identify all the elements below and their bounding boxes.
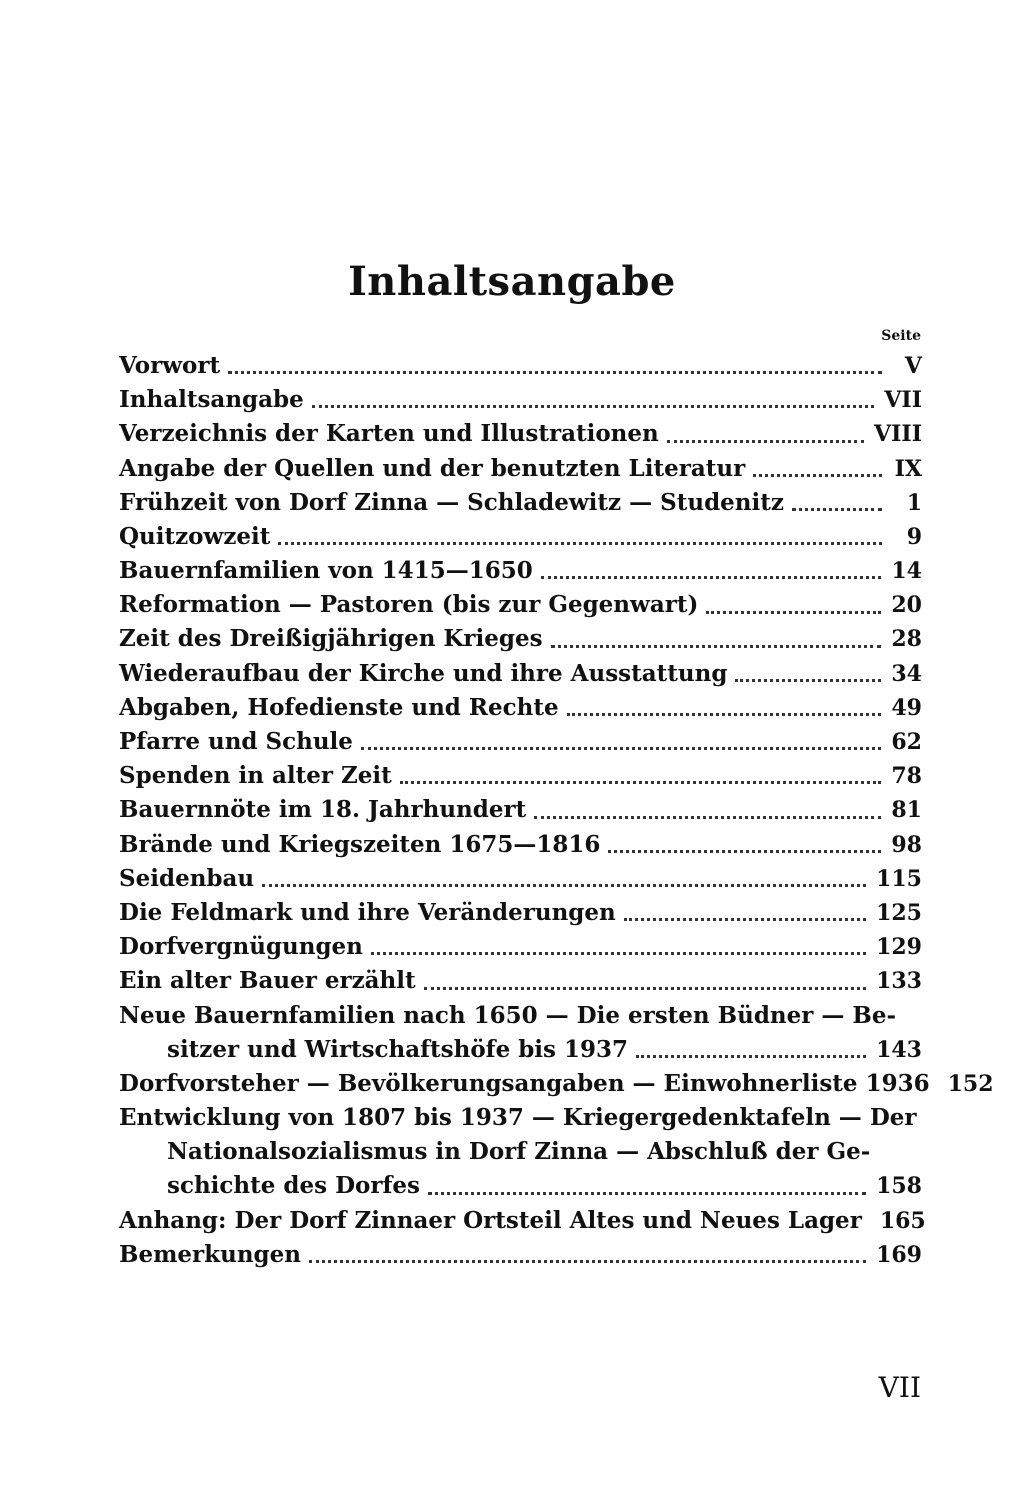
dot-leader xyxy=(567,713,882,716)
toc-entry-page: VIII xyxy=(874,421,922,448)
toc-entry-line xyxy=(119,862,922,896)
dot-leader xyxy=(706,611,881,614)
toc-entry-page: 169 xyxy=(876,1241,922,1268)
toc-entry-page: IX xyxy=(894,455,922,482)
toc-entry xyxy=(119,896,922,930)
toc-entry-line xyxy=(119,1238,922,1272)
toc-entry-title: Frühzeit von Dorf Zinna — Schladewitz — Studenitz xyxy=(119,488,784,516)
dot-leader xyxy=(534,816,881,819)
toc-entry xyxy=(119,520,922,554)
toc-entry-title: Zeit des Dreißigjährigen Krieges xyxy=(119,625,543,653)
toc-entry-title: Pfarre und Schule xyxy=(119,728,353,756)
dot-leader xyxy=(428,1192,866,1195)
toc-entry xyxy=(119,793,922,827)
toc-entry xyxy=(119,1238,922,1272)
toc-entry-page: 14 xyxy=(891,558,922,585)
dot-leader xyxy=(262,884,866,887)
dot-leader xyxy=(735,679,881,682)
toc-entry-title: Bauernfamilien von 1415—1650 xyxy=(119,557,533,585)
toc-entry-page: 1 xyxy=(906,489,922,516)
toc-entry-page: 49 xyxy=(891,694,922,721)
toc-entry-line xyxy=(119,657,922,691)
toc-entry-line xyxy=(119,623,922,657)
toc-entry-title: Nationalsozialismus in Dorf Zinna — Abschluß der Ge- xyxy=(167,1138,871,1166)
toc-entry-title: Seidenbau xyxy=(119,864,255,892)
toc-entry xyxy=(119,554,922,588)
toc-entry-line xyxy=(119,383,922,417)
toc-entry-line xyxy=(119,554,922,588)
toc-entry-title: Verzeichnis der Karten und Illustrationen xyxy=(119,420,659,448)
toc-entry-line xyxy=(119,1170,922,1204)
toc-entry xyxy=(119,1101,922,1204)
toc-entry xyxy=(119,486,922,520)
toc-entry-title: Abgaben, Hofedienste und Rechte xyxy=(119,693,559,721)
toc-entry-line xyxy=(119,930,922,964)
dot-leader xyxy=(309,1260,866,1263)
toc-entry-page: 9 xyxy=(906,523,922,550)
toc-entry-page: 165 xyxy=(879,1207,926,1234)
toc-entry xyxy=(119,383,922,417)
dot-leader xyxy=(361,747,881,750)
toc-entry xyxy=(119,417,922,451)
toc-entry-page: 81 xyxy=(891,797,922,824)
toc-entry xyxy=(119,759,922,793)
dot-leader xyxy=(228,371,882,374)
dot-leader xyxy=(541,576,882,579)
toc-entry-title: Anhang: Der Dorf Zinnaer Ortsteil Altes und Neues Lager xyxy=(119,1206,862,1234)
toc-entry-title: Neue Bauernfamilien nach 1650 — Die ersten Büdner — Be- xyxy=(119,1001,897,1029)
toc-entry xyxy=(119,828,922,862)
toc-entry-page: 125 xyxy=(876,899,922,926)
footer-page-number: VII xyxy=(878,1371,921,1404)
toc-entry-title: Spenden in alter Zeit xyxy=(119,762,392,790)
toc-entry-line xyxy=(119,964,922,998)
dot-leader xyxy=(792,508,882,511)
toc-entry xyxy=(119,657,922,691)
toc-entry xyxy=(119,691,922,725)
toc-entry-line xyxy=(119,417,922,451)
dot-leader xyxy=(312,405,875,408)
toc-entry-title: Brände und Kriegszeiten 1675—1816 xyxy=(119,830,601,858)
toc-entry-line xyxy=(119,725,922,759)
toc-entry-title: Inhaltsangabe xyxy=(119,386,304,414)
toc-entry-title: Vorwort xyxy=(119,351,221,379)
toc-entry-line xyxy=(119,1204,926,1238)
table-of-contents xyxy=(119,349,994,1272)
dot-leader xyxy=(667,440,864,443)
toc-entry-line xyxy=(119,588,922,622)
toc-entry-page: 28 xyxy=(891,626,922,653)
page-title: Inhaltsangabe xyxy=(348,258,676,305)
toc-entry-title: Bemerkungen xyxy=(119,1240,301,1268)
dot-leader xyxy=(424,987,866,990)
toc-entry-title: Entwicklung von 1807 bis 1937 — Kriegergedenktafeln — Der xyxy=(119,1104,917,1132)
toc-entry-title: Angabe der Quellen und der benutzten Literatur xyxy=(119,454,746,482)
toc-entry-title: schichte des Dorfes xyxy=(167,1172,420,1200)
dot-leader xyxy=(624,918,866,921)
toc-entry-line xyxy=(119,999,922,1033)
toc-entry xyxy=(119,862,922,896)
toc-entry-line xyxy=(119,349,922,383)
toc-entry-page: 152 xyxy=(947,1070,994,1097)
toc-entry xyxy=(119,1204,926,1238)
toc-entry-line xyxy=(119,759,922,793)
dot-leader xyxy=(371,952,866,955)
toc-entry-line xyxy=(119,452,922,486)
toc-entry-line xyxy=(119,520,922,554)
toc-entry-page: 20 xyxy=(891,592,922,619)
toc-entry xyxy=(119,452,922,486)
toc-entry xyxy=(119,1067,994,1101)
dot-leader xyxy=(608,850,881,853)
toc-entry-title: Bauernnöte im 18. Jahrhundert xyxy=(119,796,527,824)
toc-entry-title: Die Feldmark und ihre Veränderungen xyxy=(119,898,616,926)
toc-entry-title: Dorfvorsteher — Bevölkerungsangaben — Einwohnerliste 1936 xyxy=(119,1069,930,1097)
toc-entry xyxy=(119,349,922,383)
dot-leader xyxy=(753,474,882,477)
toc-entry-page: 129 xyxy=(876,934,922,961)
toc-entry-page: 133 xyxy=(876,968,922,995)
toc-entry-title: Wiederaufbau der Kirche und ihre Ausstattung xyxy=(119,659,728,687)
page-column-label: Seite xyxy=(881,328,921,344)
toc-entry xyxy=(119,725,922,759)
toc-entry-page: 78 xyxy=(891,763,922,790)
toc-entry-page: VII xyxy=(884,387,922,414)
toc-entry xyxy=(119,999,922,1067)
toc-entry-line xyxy=(119,1033,922,1067)
toc-entry-title: Ein alter Bauer erzählt xyxy=(119,967,416,995)
toc-entry-page: 98 xyxy=(891,831,922,858)
toc-entry-title: sitzer und Wirtschaftshöfe bis 1937 xyxy=(167,1035,628,1063)
toc-entry-line xyxy=(119,691,922,725)
toc-entry-page: 158 xyxy=(876,1173,922,1200)
toc-entry xyxy=(119,588,922,622)
toc-entry-line xyxy=(119,1101,922,1135)
toc-entry-line xyxy=(119,896,922,930)
toc-entry xyxy=(119,964,922,998)
toc-entry-title: Quitzowzeit xyxy=(119,522,271,550)
toc-entry-line xyxy=(119,486,922,520)
toc-entry-page: 115 xyxy=(876,865,922,892)
toc-entry-line xyxy=(119,793,922,827)
toc-entry-line xyxy=(119,828,922,862)
dot-leader xyxy=(636,1055,866,1058)
toc-entry xyxy=(119,623,922,657)
toc-entry-title: Reformation — Pastoren (bis zur Gegenwart) xyxy=(119,591,699,619)
dot-leader xyxy=(278,542,882,545)
dot-leader xyxy=(551,645,882,648)
dot-leader xyxy=(400,781,882,784)
toc-entry-page: V xyxy=(904,352,922,379)
toc-entry-line xyxy=(119,1067,994,1101)
toc-entry-page: 143 xyxy=(876,1036,922,1063)
toc-entry-page: 62 xyxy=(891,729,922,756)
toc-entry-line xyxy=(119,1135,922,1169)
toc-entry xyxy=(119,930,922,964)
toc-entry-page: 34 xyxy=(891,660,922,687)
toc-entry-title: Dorfvergnügungen xyxy=(119,933,363,961)
